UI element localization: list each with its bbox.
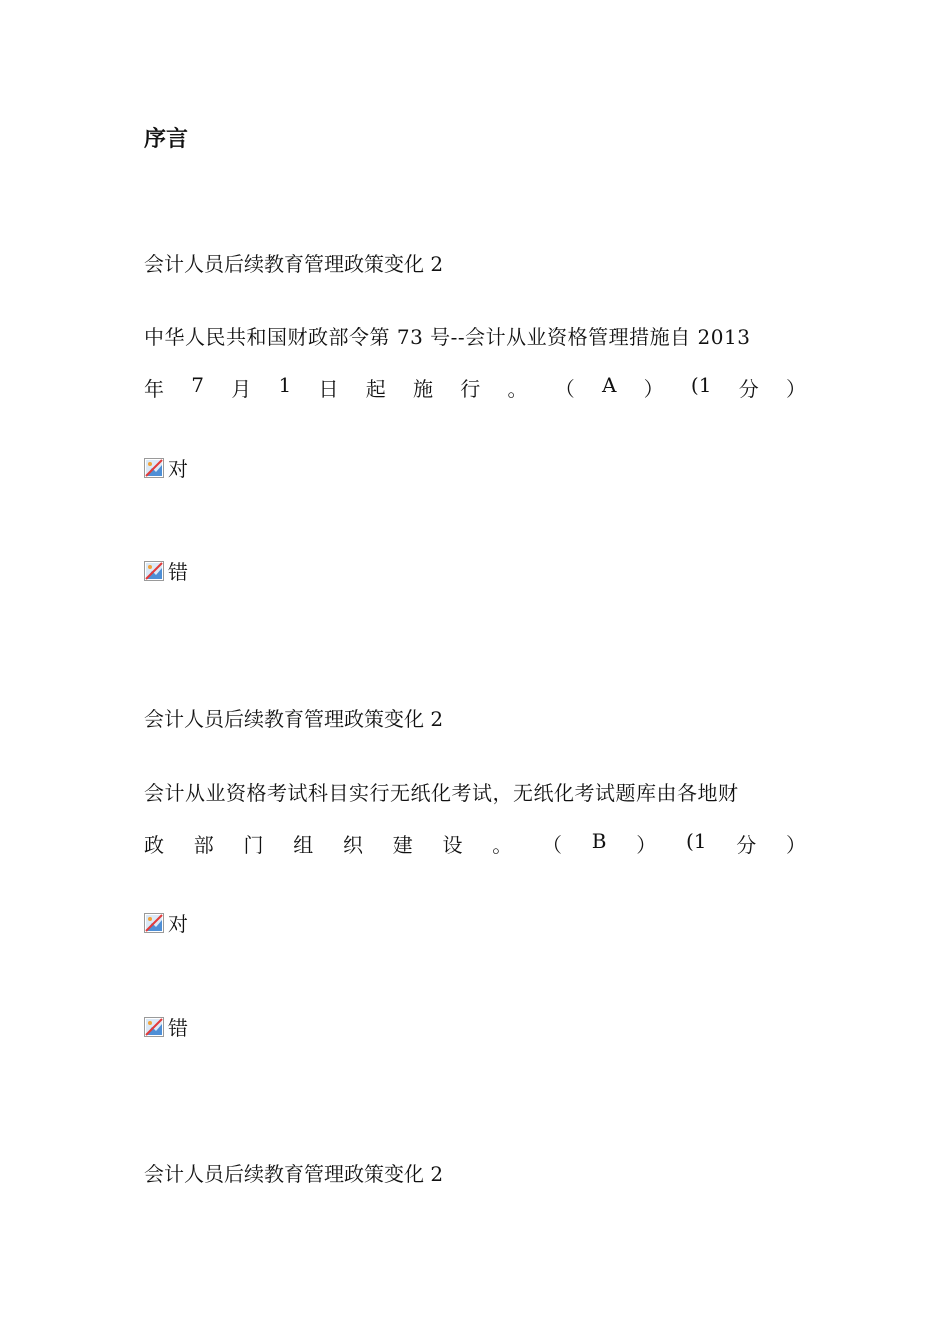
question-text-line2 (144, 829, 806, 858)
question-token: 部 (193, 833, 214, 857)
score-token: 分 (736, 833, 757, 857)
question-token: 月 (231, 377, 252, 401)
section-heading: 会计人员后续教育管理政策变化 2 (144, 707, 444, 731)
broken-image-icon (144, 458, 164, 478)
option-true-label: 对 (168, 457, 188, 481)
question-token: 1 (278, 373, 292, 397)
broken-image-icon (144, 1017, 164, 1037)
question-token: ） (643, 377, 664, 401)
option-true-label: 对 (168, 912, 188, 936)
question-token: ） (636, 833, 657, 857)
option-false[interactable] (144, 1012, 188, 1041)
question-token: 年 (144, 377, 164, 401)
page-title: 序言 (144, 127, 189, 152)
question-token: 起 (365, 377, 386, 401)
question-token: 施 (412, 377, 433, 401)
question-token: 组 (293, 833, 314, 857)
question-text-line1: 会计从业资格考试科目实行无纸化考试，无纸化考试题库由各地财 (144, 781, 739, 805)
question-token: 设 (442, 833, 463, 857)
broken-image-icon (144, 561, 164, 581)
option-false-label: 错 (168, 560, 188, 584)
answer-letter: B (591, 829, 607, 853)
score-token: ） (785, 377, 806, 401)
score-token: ） (785, 833, 806, 857)
question-text-line1: 中华人民共和国财政部令第 73 号--会计从业资格管理措施自 2013 (144, 325, 751, 349)
question-token: 政 (144, 833, 164, 857)
section-heading: 会计人员后续教育管理政策变化 2 (144, 252, 444, 276)
question-token: 7 (191, 373, 204, 397)
question-token: 门 (243, 833, 264, 857)
question-token: 织 (343, 833, 363, 857)
question-text-line2 (144, 373, 806, 402)
question-token: （ (542, 833, 562, 857)
answer-letter: A (601, 373, 617, 397)
option-false[interactable] (144, 556, 188, 585)
question-token: 。 (492, 833, 513, 857)
question-token: （ (554, 377, 575, 401)
section-heading: 会计人员后续教育管理政策变化 2 (144, 1162, 444, 1186)
option-true[interactable] (144, 453, 188, 482)
score-token: (1 (690, 373, 712, 397)
option-true[interactable] (144, 908, 188, 937)
question-token: 。 (507, 377, 528, 401)
question-token: 日 (318, 377, 339, 401)
question-token: 行 (460, 377, 481, 401)
score-token: 分 (738, 377, 759, 401)
score-token: (1 (685, 829, 707, 853)
question-token: 建 (392, 833, 413, 857)
broken-image-icon (144, 913, 164, 933)
option-false-label: 错 (168, 1016, 188, 1040)
